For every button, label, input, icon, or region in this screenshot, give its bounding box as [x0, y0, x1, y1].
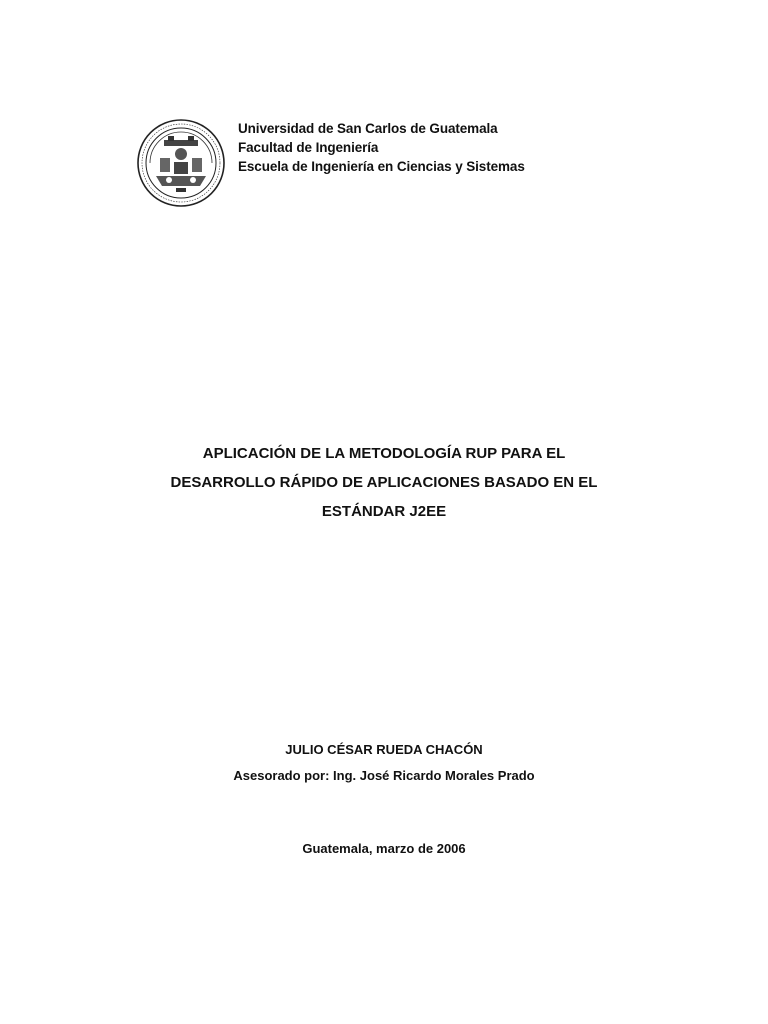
- author-name: JULIO CÉSAR RUEDA CHACÓN: [285, 742, 483, 757]
- title-line-2: DESARROLLO RÁPIDO DE APLICACIONES BASADO EN EL: [170, 474, 598, 491]
- university-name: Universidad de San Carlos de Guatemala: [238, 121, 498, 136]
- title-line-3: ESTÁNDAR J2EE: [321, 503, 447, 520]
- institution-names: [238, 119, 525, 176]
- school-name: Escuela de Ingeniería en Ciencias y Sistemas: [238, 159, 525, 174]
- thesis-title: [0, 439, 768, 526]
- faculty-name: Facultad de Ingeniería: [238, 140, 379, 155]
- university-seal-icon: [136, 118, 226, 208]
- author-block: [0, 737, 768, 789]
- title-line-1: APLICACIÓN DE LA METODOLOGÍA RUP PARA EL: [202, 445, 566, 462]
- advisor-line: Asesorado por: Ing. José Ricardo Morales Prado: [233, 768, 535, 783]
- place-date: Guatemala, marzo de 2006: [302, 841, 466, 856]
- institution-header: [136, 118, 525, 208]
